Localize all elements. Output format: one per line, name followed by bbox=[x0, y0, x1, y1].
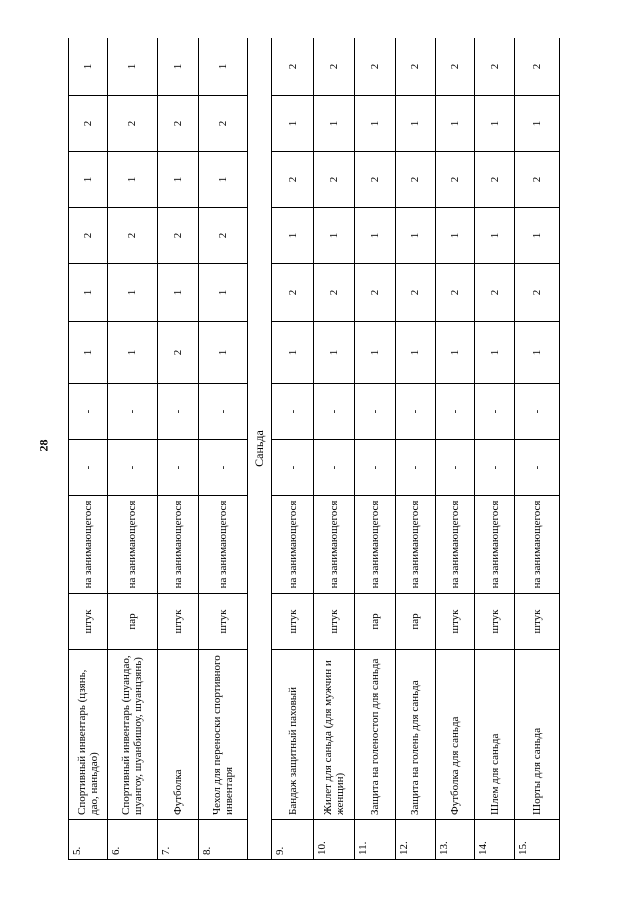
qty-cell: - bbox=[158, 440, 199, 496]
table-row bbox=[515, 38, 560, 860]
qty-cell: - bbox=[436, 384, 475, 440]
qty-cell: 2 bbox=[515, 264, 560, 322]
table-row bbox=[314, 38, 355, 860]
item-number: 11. bbox=[355, 820, 396, 860]
qty-cell: 1 bbox=[69, 264, 108, 322]
equipment-table bbox=[68, 38, 560, 860]
qty-cell: 2 bbox=[314, 38, 355, 96]
table-row bbox=[355, 38, 396, 860]
qty-cell: 2 bbox=[355, 264, 396, 322]
qty-cell: - bbox=[69, 440, 108, 496]
section-row bbox=[247, 38, 271, 860]
item-name: Футболка для саньда bbox=[436, 650, 475, 820]
qty-cell: 1 bbox=[107, 152, 158, 208]
item-name: Защита на голень для саньда bbox=[395, 650, 436, 820]
qty-cell: 2 bbox=[107, 96, 158, 152]
qty-cell: - bbox=[395, 440, 436, 496]
qty-cell: 2 bbox=[271, 38, 314, 96]
item-number: 7. bbox=[158, 820, 199, 860]
qty-cell: - bbox=[198, 384, 247, 440]
qty-cell: - bbox=[515, 440, 560, 496]
item-name: Шлем для саньда bbox=[474, 650, 515, 820]
table-row bbox=[271, 38, 314, 860]
item-name: Спортивный инвентарь (цзянь, дао, наньдао) bbox=[69, 650, 108, 820]
qty-cell: 1 bbox=[515, 96, 560, 152]
per-person-cell: на занимающегося bbox=[395, 496, 436, 594]
per-person-cell: на занимающегося bbox=[515, 496, 560, 594]
qty-cell: 1 bbox=[69, 152, 108, 208]
qty-cell: 2 bbox=[198, 96, 247, 152]
unit-cell: штук bbox=[271, 594, 314, 650]
qty-cell: 2 bbox=[474, 264, 515, 322]
qty-cell: 2 bbox=[158, 322, 199, 384]
equipment-table-container bbox=[68, 38, 560, 860]
qty-cell: 2 bbox=[474, 38, 515, 96]
qty-cell: 1 bbox=[69, 38, 108, 96]
section-title: Саньда bbox=[247, 38, 271, 860]
per-person-cell: на занимающегося bbox=[474, 496, 515, 594]
per-person-cell: на занимающегося bbox=[355, 496, 396, 594]
table-row bbox=[436, 38, 475, 860]
item-name: Защита на голеностоп для саньда bbox=[355, 650, 396, 820]
table-row bbox=[395, 38, 436, 860]
qty-cell: 2 bbox=[198, 208, 247, 264]
table-row bbox=[158, 38, 199, 860]
qty-cell: 1 bbox=[271, 208, 314, 264]
unit-cell: пар bbox=[355, 594, 396, 650]
unit-cell: пар bbox=[107, 594, 158, 650]
qty-cell: 1 bbox=[395, 322, 436, 384]
qty-cell: 2 bbox=[69, 208, 108, 264]
qty-cell: 1 bbox=[515, 322, 560, 384]
page-number: 28 bbox=[36, 439, 51, 452]
qty-cell: 1 bbox=[107, 322, 158, 384]
qty-cell: 1 bbox=[474, 208, 515, 264]
unit-cell: штук bbox=[515, 594, 560, 650]
item-name: Жилет для саньда (для мужчин и женщин) bbox=[314, 650, 355, 820]
item-number: 12. bbox=[395, 820, 436, 860]
qty-cell: 2 bbox=[69, 96, 108, 152]
item-number: 6. bbox=[107, 820, 158, 860]
rows-top bbox=[69, 38, 248, 860]
table-row bbox=[474, 38, 515, 860]
qty-cell: - bbox=[198, 440, 247, 496]
qty-cell: 2 bbox=[158, 96, 199, 152]
qty-cell: 1 bbox=[271, 96, 314, 152]
qty-cell: 1 bbox=[395, 208, 436, 264]
rows-bottom bbox=[271, 38, 559, 860]
qty-cell: 2 bbox=[515, 152, 560, 208]
per-person-cell: на занимающегося bbox=[158, 496, 199, 594]
item-name: Бандаж защитный паховый bbox=[271, 650, 314, 820]
qty-cell: - bbox=[107, 440, 158, 496]
per-person-cell: на занимающегося bbox=[314, 496, 355, 594]
table-row bbox=[69, 38, 108, 860]
qty-cell: 1 bbox=[314, 322, 355, 384]
qty-cell: 1 bbox=[355, 96, 396, 152]
qty-cell: 2 bbox=[314, 152, 355, 208]
qty-cell: 2 bbox=[395, 152, 436, 208]
per-person-cell: на занимающегося bbox=[198, 496, 247, 594]
qty-cell: 2 bbox=[436, 38, 475, 96]
table-row bbox=[198, 38, 247, 860]
qty-cell: 1 bbox=[355, 322, 396, 384]
unit-cell: штук bbox=[474, 594, 515, 650]
qty-cell: - bbox=[355, 440, 396, 496]
qty-cell: 1 bbox=[107, 38, 158, 96]
qty-cell: - bbox=[436, 440, 475, 496]
unit-cell: штук bbox=[158, 594, 199, 650]
qty-cell: 1 bbox=[158, 38, 199, 96]
qty-cell: 1 bbox=[474, 322, 515, 384]
table-row bbox=[107, 38, 158, 860]
qty-cell: 1 bbox=[198, 264, 247, 322]
per-person-cell: на занимающегося bbox=[107, 496, 158, 594]
qty-cell: 2 bbox=[314, 264, 355, 322]
qty-cell: 1 bbox=[198, 38, 247, 96]
qty-cell: 1 bbox=[474, 96, 515, 152]
qty-cell: - bbox=[474, 384, 515, 440]
qty-cell: 2 bbox=[515, 38, 560, 96]
per-person-cell: на занимающегося bbox=[69, 496, 108, 594]
qty-cell: 2 bbox=[271, 264, 314, 322]
item-number: 8. bbox=[198, 820, 247, 860]
item-name: Чехол для переноски спортивного инвентаря bbox=[198, 650, 247, 820]
item-name: Футболка bbox=[158, 650, 199, 820]
qty-cell: 1 bbox=[436, 322, 475, 384]
qty-cell: - bbox=[69, 384, 108, 440]
qty-cell: 2 bbox=[395, 264, 436, 322]
qty-cell: 2 bbox=[474, 152, 515, 208]
unit-cell: штук bbox=[314, 594, 355, 650]
qty-cell: - bbox=[515, 384, 560, 440]
section-header bbox=[247, 38, 271, 860]
qty-cell: 2 bbox=[395, 38, 436, 96]
qty-cell: 2 bbox=[436, 264, 475, 322]
qty-cell: 1 bbox=[158, 264, 199, 322]
qty-cell: 1 bbox=[436, 208, 475, 264]
qty-cell: - bbox=[474, 440, 515, 496]
qty-cell: 1 bbox=[395, 96, 436, 152]
per-person-cell: на занимающегося bbox=[271, 496, 314, 594]
per-person-cell: на занимающегося bbox=[436, 496, 475, 594]
item-number: 14. bbox=[474, 820, 515, 860]
unit-cell: пар bbox=[395, 594, 436, 650]
rotated-table-frame bbox=[68, 38, 560, 860]
unit-cell: штук bbox=[198, 594, 247, 650]
qty-cell: 1 bbox=[69, 322, 108, 384]
qty-cell: - bbox=[158, 384, 199, 440]
qty-cell: 1 bbox=[198, 322, 247, 384]
qty-cell: - bbox=[107, 384, 158, 440]
item-name: Шорты для саньда bbox=[515, 650, 560, 820]
qty-cell: 1 bbox=[271, 322, 314, 384]
qty-cell: 2 bbox=[271, 152, 314, 208]
qty-cell: 1 bbox=[107, 264, 158, 322]
unit-cell: штук bbox=[436, 594, 475, 650]
qty-cell: 1 bbox=[198, 152, 247, 208]
qty-cell: 2 bbox=[107, 208, 158, 264]
qty-cell: 2 bbox=[158, 208, 199, 264]
qty-cell: 1 bbox=[314, 96, 355, 152]
qty-cell: - bbox=[314, 384, 355, 440]
qty-cell: 1 bbox=[158, 152, 199, 208]
item-number: 9. bbox=[271, 820, 314, 860]
qty-cell: - bbox=[395, 384, 436, 440]
qty-cell: - bbox=[271, 440, 314, 496]
qty-cell: 1 bbox=[314, 208, 355, 264]
qty-cell: 1 bbox=[355, 208, 396, 264]
qty-cell: - bbox=[355, 384, 396, 440]
qty-cell: 2 bbox=[355, 38, 396, 96]
qty-cell: 1 bbox=[515, 208, 560, 264]
qty-cell: 2 bbox=[355, 152, 396, 208]
item-name: Спортивный инвентарь (шуандао, шуангоу, шуанбишоу, шуанцзянь) bbox=[107, 650, 158, 820]
item-number: 5. bbox=[69, 820, 108, 860]
item-number: 15. bbox=[515, 820, 560, 860]
item-number: 13. bbox=[436, 820, 475, 860]
item-number: 10. bbox=[314, 820, 355, 860]
qty-cell: 1 bbox=[436, 96, 475, 152]
qty-cell: - bbox=[271, 384, 314, 440]
unit-cell: штук bbox=[69, 594, 108, 650]
qty-cell: - bbox=[314, 440, 355, 496]
qty-cell: 2 bbox=[436, 152, 475, 208]
